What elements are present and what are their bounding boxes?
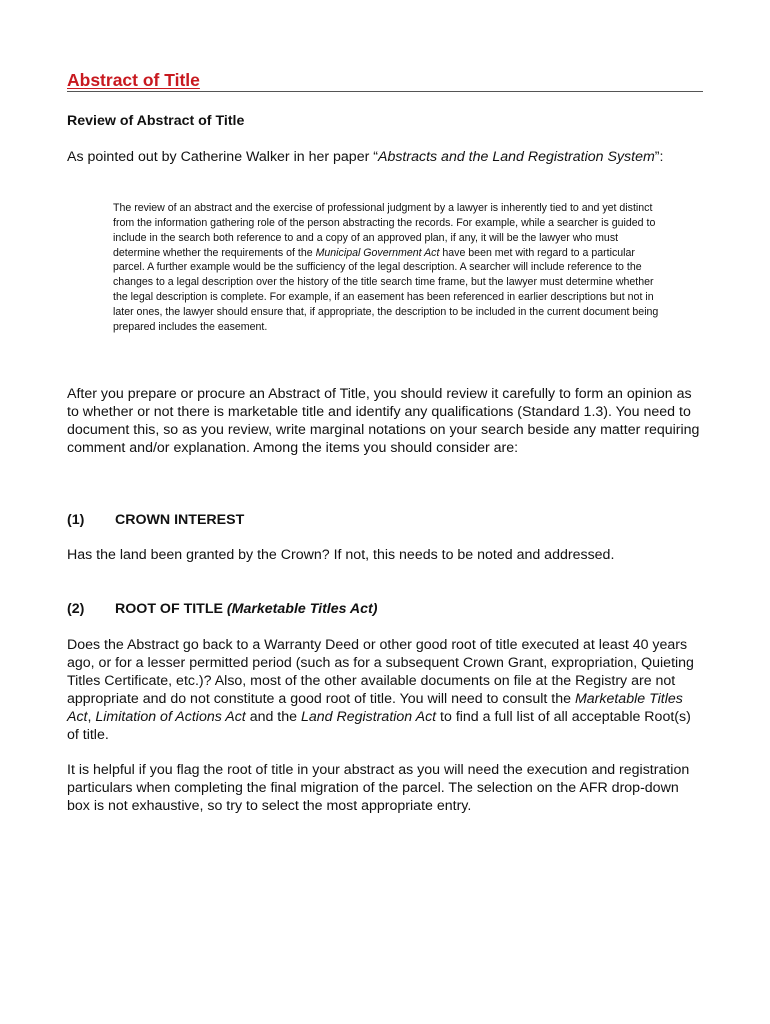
document-title <box>67 70 703 92</box>
section-2-title: ROOT OF TITLE <box>115 601 227 617</box>
act-marketable-titles: Marketable Titles Act <box>67 691 683 726</box>
section-subtitle: Review of Abstract of Title <box>67 113 245 129</box>
section-1-number: (1) <box>67 512 85 528</box>
quote-text-before: The review of an abstract and the exercise of professional judgment by a lawyer is inherently tied to and yet distinct from the information gathering role of the person abstracting the records. For example, while a searcher is guided to include in the search both reference to and a copy of an approved plan, if any, it will be the lawyer who must determine whether the requirements of the <box>113 202 656 259</box>
separator-1: , <box>87 709 96 726</box>
section-2-body <box>67 636 703 745</box>
section-2-number: (2) <box>67 601 85 617</box>
paper-title: Abstracts and the Land Registration System <box>377 149 655 165</box>
block-quote <box>113 201 661 335</box>
section-2-body-end: to find a full list of all acceptable Root(s) of title. <box>67 709 691 744</box>
section-1-body: Has the land been granted by the Crown? If not, this needs to be noted and addressed. <box>67 547 615 563</box>
act-land-registration: Land Registration Act <box>300 709 437 726</box>
quote-act-name: Municipal Government Act <box>315 246 440 259</box>
separator-2: and the <box>245 709 301 726</box>
section-2-heading <box>67 600 378 618</box>
quote-text-after: have been met with regard to a particular parcel. A further example would be the sufficiency of the legal description. A searcher will include reference to the changes to a legal description over the history of the title search time frame, but the lawyer must determine whether the legal description is complete. For example, if an easement has been referenced in earlier descriptions but not in later ones, the lawyer should ensure that, if appropriate, the description to be included in the current document being prepared includes the easement. <box>113 246 659 333</box>
section-1-title: CROWN INTEREST <box>115 512 245 528</box>
section-2-title-act: (Marketable Titles Act) <box>226 601 378 617</box>
section-2-body-2: It is helpful if you flag the root of title in your abstract as you will need the execution and registration particulars when completing the final migration of the parcel. The selection on the AFR drop-down box is not exhaustive, so try to select the most appropriate entry. <box>67 762 690 815</box>
review-paragraph: After you prepare or procure an Abstract of Title, you should review it carefully to form an opinion as to whether or not there is marketable title and identify any qualifications (Standard 1.3). You need to document this, so as you review, write marginal notations on your search beside any matter requiring comment and/or explanation. Among the items you should consider are: <box>67 386 700 457</box>
intro-text-before: As pointed out by Catherine Walker in her paper “ <box>67 149 378 165</box>
act-limitation-of-actions: Limitation of Actions Act <box>95 709 246 726</box>
intro-paragraph <box>67 148 667 166</box>
document-title-text: Abstract of Title <box>67 70 200 90</box>
section-2-body-text: Does the Abstract go back to a Warranty Deed or other good root of title executed at least 40 years ago, or for a lesser permitted period (such as for a subsequent Crown Grant, expropriation, Quieting Titles Certificate, etc.)? Also, most of the other available documents on file at the Registry are not appropriate and do not constitute a good root of title. You will need to consult the <box>67 637 694 708</box>
intro-text-after: ”: <box>654 149 664 165</box>
section-1-heading <box>67 511 244 529</box>
